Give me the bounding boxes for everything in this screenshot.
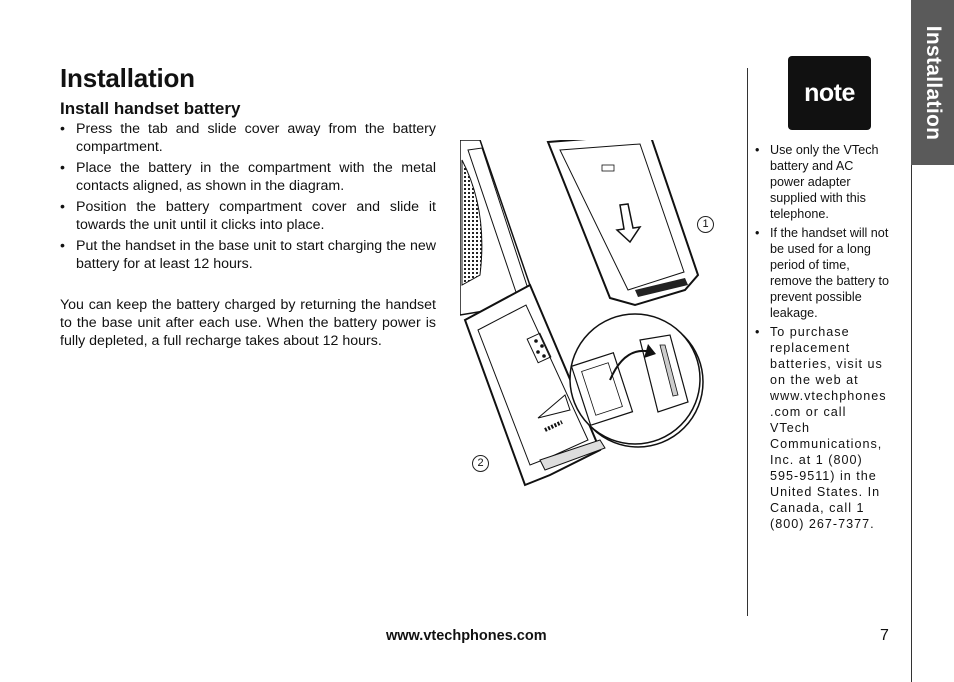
handset-battery-illustration	[460, 140, 720, 490]
step-item: • Press the tab and slide cover away from the battery compartment.	[60, 120, 436, 156]
callout-number-2: 2	[472, 455, 489, 472]
column-divider	[747, 68, 748, 616]
side-tab-label: Installation	[921, 25, 945, 140]
section-heading: Install handset battery	[60, 99, 241, 118]
right-border	[911, 165, 912, 682]
step-item: • Put the handset in the base unit to start charging the new battery for at least 12 hours.	[60, 237, 436, 273]
note-badge: note	[788, 56, 871, 130]
installation-steps	[60, 120, 436, 276]
page-title: Installation	[60, 63, 195, 93]
handset-battery-diagram	[460, 140, 720, 490]
callout-number-1: 1	[697, 216, 714, 233]
footer-url: www.vtechphones.com	[386, 628, 547, 644]
step-item: • Place the battery in the compartment with the metal contacts aligned, as shown in the diagram.	[60, 159, 436, 195]
note-list	[754, 142, 889, 535]
note-item: • If the handset will not be used for a long period of time, remove the battery to prevent possible leakage.	[754, 225, 889, 321]
side-tab	[911, 0, 954, 165]
step-item: • Position the battery compartment cover and slide it towards the unit until it clicks into place.	[60, 198, 436, 234]
charging-paragraph: You can keep the battery charged by returning the handset to the base unit after each use. When the battery power is fully depleted, a full recharge takes about 12 hours.	[60, 297, 436, 349]
page-number: 7	[880, 627, 889, 644]
note-item: • Use only the VTech battery and AC power adapter supplied with this telephone.	[754, 142, 889, 222]
note-item: • To purchase replacement batteries, visit us on the web at www.vtechphones.com or call VTech Communications, Inc. at 1 (800) 595-9511) in the United States. In Canada, call 1 (800) 267-7377.	[754, 324, 889, 532]
